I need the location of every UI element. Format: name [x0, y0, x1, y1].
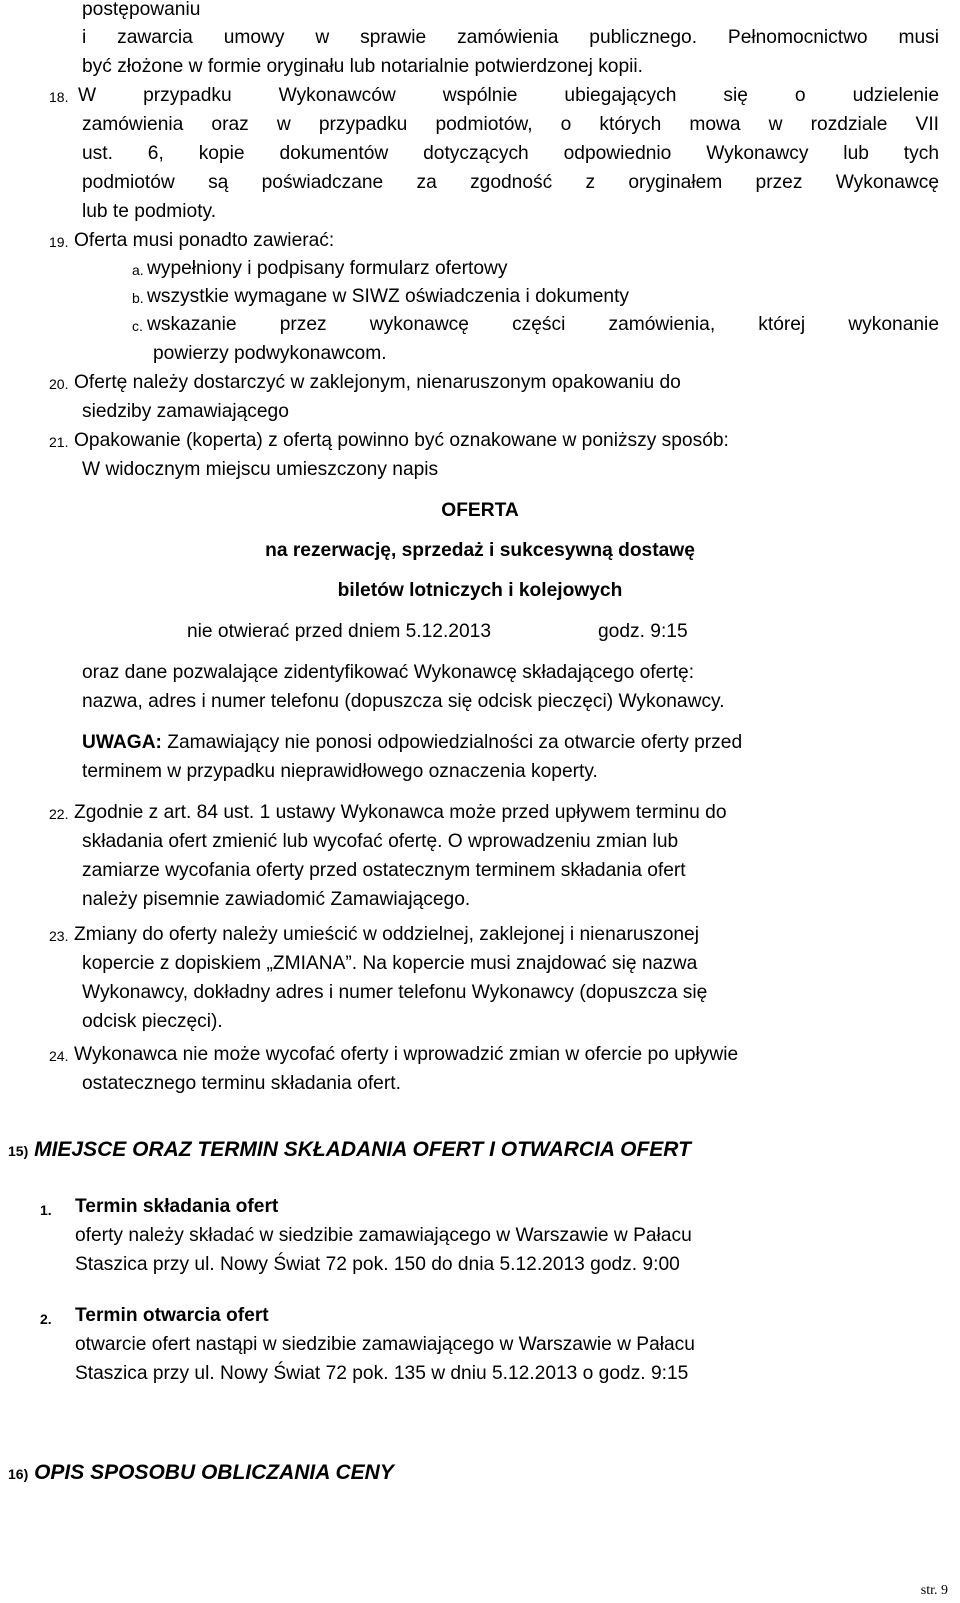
- text-line: Opakowanie (koperta) z ofertą powinno być oznakowane w poniższy sposób:: [74, 430, 729, 451]
- text-line: Zgodnie z art. 84 ust. 1 ustawy Wykonawca może przed upływem terminu do: [74, 802, 727, 823]
- notice-line: [82, 731, 742, 755]
- text-line: podmiotów są poświadczane za zgodność z oryginałem przez Wykonawcę: [82, 172, 939, 193]
- text-line: otwarcie ofert nastąpi w siedzibie zamawiającego w Warszawie w Pałacu: [75, 1334, 695, 1355]
- section-title: MIEJSCE ORAZ TERMIN SKŁADANIA OFERT I OTWARCIA OFERT: [34, 1138, 691, 1161]
- text-line: Oferta musi ponadto zawierać:: [74, 230, 335, 251]
- subsection-title: Termin otwarcia ofert: [75, 1305, 269, 1326]
- section-number: 15): [8, 1143, 29, 1159]
- text-line: oraz dane pozwalające zidentyfikować Wykonawcę składającego ofertę:: [82, 662, 695, 683]
- section-number: 16): [8, 1466, 29, 1482]
- text-line: siedziby zamawiającego: [82, 401, 289, 422]
- text-line: kopercie z dopiskiem „ZMIANA”. Na kopercie musi znajdować się nazwa: [82, 953, 698, 974]
- notice-label: UWAGA:: [82, 732, 162, 753]
- text-line: Zmiany do oferty należy umieścić w oddzielnej, zaklejonej i nienaruszonej: [74, 924, 699, 945]
- envelope-title: OFERTA: [441, 500, 519, 521]
- text-line: być złożone w formie oryginału lub notarialnie potwierdzonej kopii.: [82, 56, 644, 77]
- text-line: Ofertę należy dostarczyć w zaklejonym, nienaruszonym opakowaniu do: [74, 372, 681, 393]
- text-line: postępowaniu: [82, 0, 201, 20]
- text-line: Wykonawcy, dokładny adres i numer telefonu Wykonawcy (dopuszcza się: [82, 982, 708, 1003]
- item-number: 23.: [49, 928, 69, 944]
- text-line: wskazanie przez wykonawcę części zamówienia, której wykonanie: [147, 314, 939, 335]
- text-line: wypełniony i podpisany formularz ofertowy: [147, 258, 508, 279]
- page-number: str. 9: [920, 1583, 948, 1598]
- text-line: ust. 6, kopie dokumentów dotyczących odpowiednio Wykonawcy lub tych: [82, 143, 939, 164]
- section-heading: [8, 1137, 691, 1164]
- text-line: terminem w przypadku nieprawidłowego oznaczenia koperty.: [82, 761, 598, 782]
- section-heading: [8, 1460, 394, 1487]
- text-line: Staszica przy ul. Nowy Świat 72 pok. 150 do dnia 5.12.2013 godz. 9:00: [75, 1254, 680, 1275]
- text-line: W widocznym miejscu umieszczony napis: [82, 459, 439, 480]
- text-line: należy pisemnie zawiadomić Zamawiającego.: [82, 889, 471, 910]
- subitem-letter: c.: [132, 318, 143, 334]
- text-line: odcisk pieczęci).: [82, 1011, 223, 1032]
- item-number: 21.: [49, 434, 69, 450]
- text-line: oferty należy składać w siedzibie zamawiającego w Warszawie w Pałacu: [75, 1225, 692, 1246]
- item-number: 20.: [49, 376, 69, 392]
- text-line: wszystkie wymagane w SIWZ oświadczenia i dokumenty: [147, 286, 629, 307]
- notice-text: Zamawiający nie ponosi odpowiedzialności za otwarcie oferty przed: [161, 732, 743, 753]
- text-line: składania ofert zmienić lub wycofać ofertę. O wprowadzeniu zmian lub: [82, 831, 679, 852]
- text-line: nazwa, adres i numer telefonu (dopuszcza się odcisk pieczęci) Wykonawcy.: [82, 691, 725, 712]
- text-line: i zawarcia umowy w sprawie zamówienia publicznego. Pełnomocnictwo musi: [82, 27, 939, 48]
- envelope-date: nie otwierać przed dniem 5.12.2013: [187, 621, 491, 642]
- text-line: W przypadku Wykonawców wspólnie ubiegających się o udzielenie: [78, 85, 939, 106]
- item-number: 24.: [49, 1048, 69, 1064]
- text-line: powierzy podwykonawcom.: [153, 343, 387, 364]
- section-title: OPIS SPOSOBU OBLICZANIA CENY: [34, 1461, 394, 1484]
- item-number: 22.: [49, 806, 69, 822]
- subitem-letter: b.: [132, 290, 144, 306]
- text-line: zamówienia oraz w przypadku podmiotów, o których mowa w rozdziale VII: [82, 114, 939, 135]
- subsection-number: 1.: [40, 1202, 52, 1218]
- text-line: zamiarze wycofania oferty przed ostatecznym terminem składania ofert: [82, 860, 686, 881]
- subitem-letter: a.: [132, 262, 144, 278]
- envelope-time: godz. 9:15: [598, 621, 688, 642]
- text-line: Wykonawca nie może wycofać oferty i wprowadzić zmian w ofercie po upływie: [74, 1044, 739, 1065]
- subsection-number: 2.: [40, 1311, 52, 1327]
- item-number: 19.: [49, 234, 69, 250]
- envelope-line: na rezerwację, sprzedaż i sukcesywną dostawę: [265, 540, 695, 561]
- text-line: Staszica przy ul. Nowy Świat 72 pok. 135 w dniu 5.12.2013 o godz. 9:15: [75, 1363, 689, 1384]
- subsection-title: Termin składania ofert: [75, 1196, 279, 1217]
- item-number: 18.: [49, 89, 69, 105]
- text-line: lub te podmioty.: [82, 201, 217, 222]
- envelope-line: biletów lotniczych i kolejowych: [337, 580, 623, 601]
- text-line: ostatecznego terminu składania ofert.: [82, 1073, 401, 1094]
